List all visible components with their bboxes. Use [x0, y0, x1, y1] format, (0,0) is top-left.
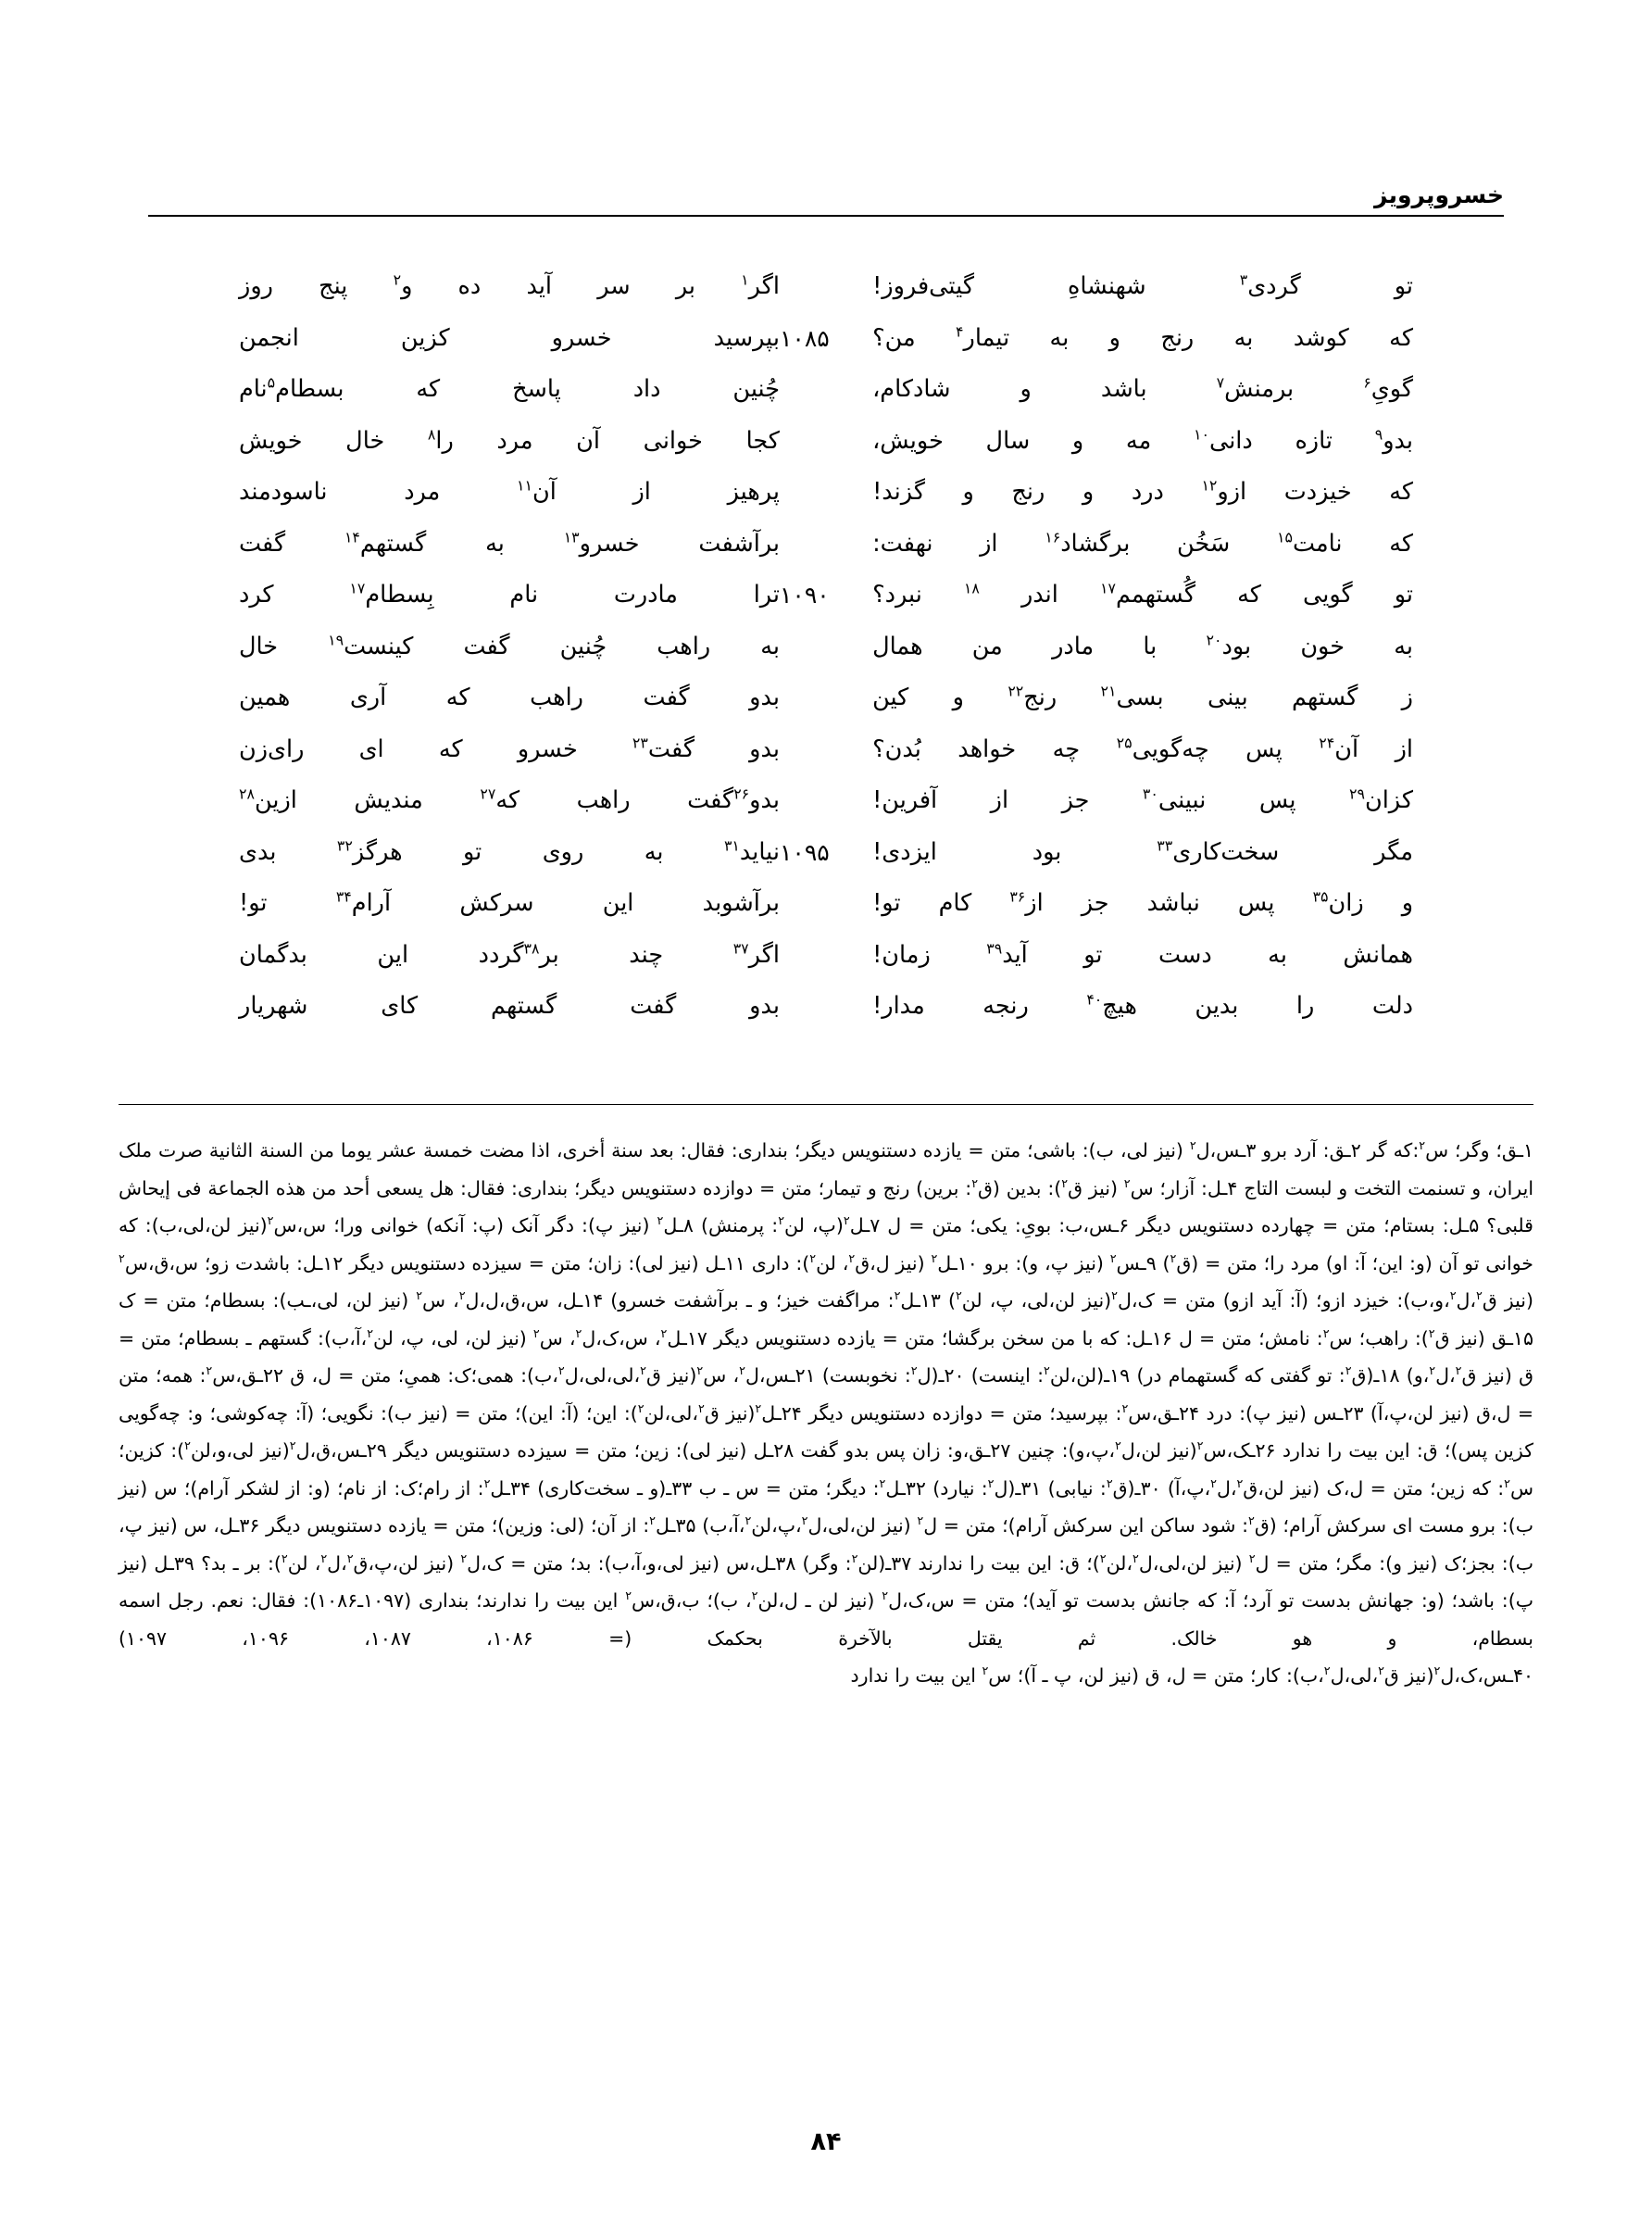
- hemistich-left: ز گستهم بینی بسی$^{۲۱}$ رنج$^{۲۲}$ و کین: [872, 682, 1413, 711]
- hemistich-right: پرهیز از آن$^{۱۱}$ مرد ناسودمند: [239, 476, 780, 506]
- verse-number: [780, 775, 872, 827]
- hemistich-right: نیاید$^{۳۱}$ به روی تو هرگز$^{۳۲}$ بدی: [239, 836, 780, 866]
- page-header: [148, 182, 1504, 222]
- hemistich-left: دلت را بدین هیچ$^{۴۰}$ رنجه مدار!: [872, 990, 1413, 1020]
- verse-number: [780, 416, 872, 468]
- verse-row: [239, 672, 1413, 724]
- verse-number: [780, 467, 872, 519]
- critical-apparatus: [119, 1132, 1533, 1695]
- hemistich-left: همانش به دست تو آید$^{۳۹}$ زمان!: [872, 939, 1413, 969]
- verse-row: [239, 878, 1413, 930]
- verse-row: [239, 364, 1413, 416]
- verse-number: [780, 724, 872, 776]
- hemistich-left: که خیزدت ازو$^{۱۲}$ درد و رنج و گزند!: [872, 476, 1414, 506]
- verse-row: [239, 416, 1413, 468]
- verse-row: [239, 930, 1413, 982]
- page-number: ۸۴: [810, 2127, 842, 2156]
- verse-table: [239, 261, 1413, 1033]
- verse-row: [239, 313, 1413, 365]
- hemistich-right: بدو گفت گستهم کای شهریار: [239, 992, 780, 1020]
- header-divider: [148, 215, 1504, 217]
- hemistich-left: مگر سخت‌کاری$^{۳۳}$ بود ایزدی!: [872, 836, 1413, 866]
- hemistich-left: به خون بود$^{۲۰}$ با مادر من همال: [872, 631, 1413, 660]
- hemistich-left: بدو$^۹$ تازه دانی$^{۱۰}$ مه و سال خویش،: [872, 425, 1413, 455]
- verse-block: [239, 261, 1413, 1076]
- hemistich-right: بدو گفت$^{۲۳}$ خسرو که ای رای‌زن: [239, 734, 780, 763]
- verse-row: [239, 981, 1413, 1033]
- verse-number: [780, 981, 872, 1033]
- verse-row: [239, 724, 1413, 776]
- verse-number: [780, 261, 872, 313]
- apparatus-divider: [119, 1104, 1533, 1105]
- verse-number: [780, 930, 872, 982]
- verse-number: [780, 364, 872, 416]
- verse-number: [780, 621, 872, 673]
- hemistich-right: چُنین داد پاسخ که بسطام$^۵$نام: [239, 373, 780, 403]
- hemistich-left: گویِ$^۶$ برمنش$^۷$ باشد و شادکام،: [872, 373, 1414, 403]
- verse-number: ۱۰۹۵: [779, 838, 830, 866]
- verse-row: [239, 570, 1413, 621]
- verse-number: [780, 672, 872, 724]
- apparatus-paragraph: ۴۰ـس،ک،ل$^۲$(نیز ق$^۲$،لی،ل$^۲$،ب): کار؛ متن = ل، ق (نیز لن، پ ـ آ)؛ س$^۲$ این بیت را ندارد: [850, 1663, 1533, 1687]
- verse-number: ۱۰۹۰: [779, 582, 830, 609]
- verse-row: [239, 519, 1413, 571]
- running-title: خسروپرویز: [1374, 182, 1504, 208]
- hemistich-left: کزان$^{۲۹}$ پس نبینی$^{۳۰}$ جز از آفرین!: [872, 784, 1413, 814]
- verse-number: [780, 519, 872, 571]
- verse-row: [239, 775, 1413, 827]
- verse-row: [239, 827, 1413, 879]
- hemistich-left: تو گردی$^۳$ شهنشاهِ گیتی‌فروز!: [872, 270, 1413, 300]
- hemistich-right: ترا مادرت نام بِسطام$^{۱۷}$ کرد: [239, 579, 780, 609]
- hemistich-right: بدو$^{۲۶}$گفت راهب که$^{۲۷}$ مندیش ازین$^{۲۸}$: [239, 784, 780, 814]
- hemistich-left: که نامت$^{۱۵}$ سَخُن برگشاد$^{۱۶}$ از نهفت:: [872, 528, 1414, 558]
- verse-rows: [239, 261, 1413, 1033]
- verse-number: [780, 878, 872, 930]
- verse-row: [239, 621, 1413, 673]
- hemistich-right: اگر$^{۳۷}$ چند بر$^{۳۸}$گردد این بدگمان: [239, 939, 780, 969]
- hemistich-right: کجا خوانی آن مرد را$^۸$ خال خویش: [239, 425, 780, 455]
- hemistich-left: از آن$^{۲۴}$ پس چه‌گویی$^{۲۵}$ چه خواهد بُدن؟: [872, 734, 1413, 763]
- hemistich-left: و زان$^{۳۵}$ پس نباشد جز از$^{۳۶}$ کام تو!: [872, 887, 1414, 917]
- hemistich-right: برآشوبد این سرکش آرام$^{۳۴}$ تو!: [239, 887, 780, 917]
- verse-number: ۱۰۸۵: [779, 324, 830, 352]
- hemistich-right: به راهب چُنین گفت کینست$^{۱۹}$ خال: [239, 631, 780, 660]
- verse-row: [239, 261, 1413, 313]
- apparatus-paragraph: ۱ـق؛ وگر؛ س$^۲$:که گر ۲ـق: آرد برو ۳ـس،ل$^۲$ (نیز لی، ب): باشی؛ متن = یازده دستنویس دیگر؛ بنداری: فقال: بعد سنة أخری، اذا مضت خمسة عشر یوما من السنة الثانیة صرت ملک ایران، و تسنمت التخت و لبست التاج ۴ـل: آزار؛ س$^۲$ (نیز ق$^۲$): بدین (ق$^۲$: برین) رنج و تیمار؛ متن = دوازده دستنویس دیگر؛ بنداری: فقال: هل یسعی أحد من هذه الجماعة فی إیحاش قلبی؟ ۵ـل: بستام؛ متن = چهارده دستنویس دیگر ۶ـس،ب: بویِ: یکی؛ متن = ل ۷ـل$^۲$(پ، لن$^۲$: پرمنش) ۸ـل$^۲$ (نیز پ): دگر آنک (پ: آنکه) خوانی ورا؛ س،س$^۲$(نیز لن،لی،ب): که خوانی تو آن (و: این؛ آ: او) مرد را؛ متن = (ق$^۲$) ۹ـس$^۲$ (نیز پ، و): برو ۱۰ـل$^۲$ (نیز ل،ق$^۲$، لن$^۲$): داری ۱۱ـل (نیز لی): زان؛ متن = سیزده دستنویس دیگر ۱۲ـل: باشدت زو؛ س،ق،س$^۲$ (نیز ق$^۲$،ل$^۲$،و،ب): خیزد ازو؛ (آ: آید ازو) متن = ک،ل$^۲$(نیز لن،لی، پ، لن$^۲$) ۱۳ـل$^۲$: مراگفت خیز؛ و ـ برآشفت خسرو) ۱۴ـل، س،ق،ل،ل$^۲$، س$^۲$ (نیز لن، لی،ـب): بسطام؛ متن = ک ۱۵ـق (نیز ق$^۲$): راهب؛ س$^۲$: نامش؛ متن = ل ۱۶ـل: که با من سخن برگشا؛ متن = یازده دستنویس دیگر ۱۷ـل$^۲$، س،ک،ل$^۲$، س$^۲$ (نیز لن، لی، پ، لن$^۲$،آ،ب): گستهم ـ بسطام؛ متن = ق (نیز ق$^۲$،ل$^۲$،و) ۱۸ـ(ق$^۲$: تو گفتی که گستهمام در) ۱۹ـ(لن،لن$^۲$: اینست) ۲۰ـ(ل$^۲$: نخوبست) ۲۱ـس،ل$^۲$، س$^۲$(نیز ق$^۲$،لی،لی،ل$^۲$،ب): همی؛ک: همیِ؛ متن = ل، ق ۲۲ـق،س$^۲$: همه؛ متن = ل،ق (نیز لن،پ،آ) ۲۳ـس (نیز پ): درد ۲۴ـق،س$^۲$: بپرسید؛ متن = دوازده دستنویس دیگر ۲۴ـل$^۲$(نیز ق$^۲$،لی،لن$^۲$): این؛ (آ: این)؛ متن = (نیز ب): نگویی؛ (آ: چه‌کوشی؛ و: چه‌گویی کزین پس)؛ ق: این بیت را ندارد ۲۶ـک،س$^۲$(نیز لن،ل$^۲$،پ،و): چنین ۲۷ـق،و: زان پس بدو گفت ۲۸ـل (نیز لی): زین؛ متن = سیزده دستنویس دیگر ۲۹ـس،ق،ل$^۲$(نیز لی،و،لن$^۲$): کزین؛ س$^۲$: که زین؛ متن = ل،ک (نیز لن،ق$^۲$،ل$^۲$،پ،آ) ۳۰ـ(ق$^۲$: نیابی) ۳۱ـ(ل$^۲$: نیارد) ۳۲ـل$^۲$: دیگر؛ متن = س ـ ب ۳۳ـ(و ـ سخت‌کاری) ۳۴ـل$^۲$: از رام؛ک: از نام؛ (و: از لشکر آرام)؛ س (نیز ب): برو مست ای سرکش آرام؛ (ق$^۲$: شود ساکن این سرکش آرام)؛ متن = ل$^۲$ (نیز لن،لی،ل$^۲$،پ،لن$^۲$،آ،ب) ۳۵ـل$^۲$: از آن؛ (لی: وزین)؛ متن = یازده دستنویس دیگر ۳۶ـل، س (نیز پ، ب): بجز؛ک (نیز و): مگر؛ متن = ل$^۲$ (نیز لن،لی،ل$^۲$،لن$^۲$)؛ ق: این بیت را ندارند ۳۷ـ(لن$^۲$: وگر) ۳۸ـل،س (نیز لی،و،آ،ب): بد؛ متن = ک،ل$^۲$ (نیز لن،پ،ق$^۲$،ل$^۲$، لن$^۲$): بر ـ بد؟ ۳۹ـل (نیز پ): باشد؛ (و: جهانش بدست تو آرد؛ آ: که جانش بدست تو آید)؛ متن = س،ک،ل$^۲$ (نیز لن ـ ل،لن$^۲$، ب)؛ ب،ق،س$^۲$ این بیت را ندارند؛ بنداری (۱۰۹۷ـ۱۰۸۶): فقال: نعم. رجل اسمه بسطام، و هو خالک. ثم یقتل بالآخرة بحکمک (= ۱۰۸۶، ۱۰۸۷، ۱۰۹۶، ۱۰۹۷): [119, 1138, 1534, 1650]
- hemistich-left: تو گویی که گُستهمم$^{۱۷}$ اندر $^{۱۸}$ نبرد؟: [872, 579, 1413, 609]
- hemistich-left: که کوشد به رنج و به تیمار$^۴$ من؟: [872, 322, 1413, 352]
- hemistich-right: بدو گفت راهب که آری همین: [239, 684, 780, 711]
- verse-row: [239, 467, 1413, 519]
- hemistich-right: بپرسید خسرو کزین انجمن: [239, 323, 780, 352]
- hemistich-right: برآشفت خسرو$^{۱۳}$ به گستهم$^{۱۴}$ گفت: [239, 528, 780, 558]
- hemistich-right: اگر$^۱$ بر سر آید ده و$^۲$ پنج روز: [239, 270, 780, 300]
